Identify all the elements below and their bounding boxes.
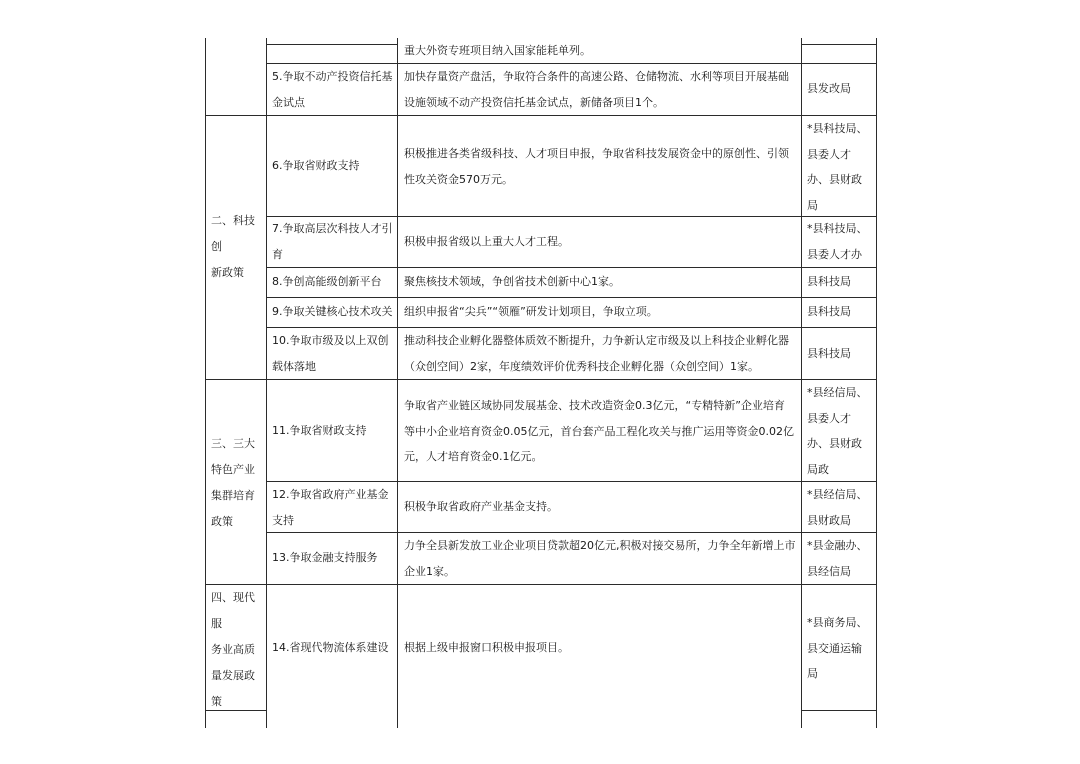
- item-cell: 12.争取省政府产业基金 支持: [272, 488, 389, 527]
- measure-cell: 积极争取省政府产业基金支持。: [404, 500, 558, 513]
- section-divider: [205, 115, 876, 116]
- bottom-stub-right: [801, 710, 876, 711]
- column-divider-item: [266, 38, 267, 728]
- measure-cell: 组织申报省“尖兵”“领雁”研发计划项目，争取立项。: [404, 305, 658, 318]
- item-cell: 5.争取不动产投资信托基 金试点: [272, 70, 393, 109]
- top-stub-dept: [801, 44, 876, 45]
- item-cell: 14.省现代物流体系建设: [272, 641, 389, 654]
- item-cell: 7.争取高层次科技人才引 育: [272, 222, 393, 261]
- measure-cell-continued: 重大外资专班项目纳入国家能耗单列。: [404, 44, 591, 57]
- item-cell: 9.争取关键核心技术攻关: [272, 305, 393, 318]
- category-cell: 三、三大 特色产业 集群培育 政策: [211, 437, 255, 528]
- dept-cell: *县科技局、 县委人才 办、县财政 局: [807, 122, 868, 212]
- dept-cell: 县发改局: [807, 82, 851, 95]
- item-cell: 6.争取省财政支持: [272, 159, 360, 172]
- item-cell: 10.争取市级及以上双创 载体落地: [272, 334, 389, 373]
- measure-cell: 力争全县新发放工业企业项目贷款超20亿元,积极对接交易所，力争全年新增上市 企业1家。: [404, 539, 796, 578]
- category-cell: 四、现代 服 务业高质 量发展政 策: [211, 591, 255, 708]
- measure-cell: 聚焦核技术领域，争创省技术创新中心1家。: [404, 275, 620, 288]
- section-divider: [205, 379, 876, 380]
- column-divider-dept: [801, 38, 802, 728]
- top-stub-item: [266, 44, 397, 45]
- measure-cell: 争取省产业链区域协同发展基金、技术改造资金0.3亿元，“专精特新”企业培育 等中小企业培育资金0.05亿元，首台套产品工程化攻关与推广运用等资金0.02亿 元，人才培育资金0.1亿元。: [404, 399, 794, 463]
- column-divider-measure: [397, 38, 398, 728]
- dept-cell: 县科技局: [807, 305, 851, 318]
- dept-cell: *县商务局、 县交通运输 局: [807, 616, 868, 680]
- measure-cell: 积极推进各类省级科技、人才项目申报，争取省科技发展资金中的原创性、引领 性攻关资金570万元。: [404, 147, 789, 186]
- dept-cell: *县科技局、 县委人才办: [807, 222, 868, 261]
- dept-cell: *县经信局、 县委人才 办、县财政 局政: [807, 386, 868, 476]
- dept-cell: *县金融办、 县经信局: [807, 539, 868, 578]
- row-divider: [266, 267, 876, 268]
- section-divider: [205, 584, 876, 585]
- item-cell: 11.争取省财政支持: [272, 424, 367, 437]
- measure-cell: 推动科技企业孵化器整体质效不断提升，力争新认定市级及以上科技企业孵化器 （众创空间）2家，年度绩效评价优秀科技企业孵化器（众创空间）1家。: [404, 334, 789, 373]
- measure-cell: 积极申报省级以上重大人才工程。: [404, 235, 569, 248]
- measure-cell: 根据上级申报窗口积极申报项目。: [404, 641, 569, 654]
- table-border-left: [205, 38, 206, 728]
- measure-cell: 加快存量资产盘活，争取符合条件的高速公路、仓储物流、水利等项目开展基础 设施领域不动产投资信托基金试点，新储备项目1个。: [404, 70, 789, 109]
- dept-cell: 县科技局: [807, 275, 851, 288]
- category-cell: 二、科技 创 新政策: [211, 214, 255, 279]
- row-divider: [266, 297, 876, 298]
- item-cell: 13.争取金融支持服务: [272, 551, 378, 564]
- dept-cell: *县经信局、 县财政局: [807, 488, 868, 527]
- item-cell: 8.争创高能级创新平台: [272, 275, 382, 288]
- dept-cell: 县科技局: [807, 347, 851, 360]
